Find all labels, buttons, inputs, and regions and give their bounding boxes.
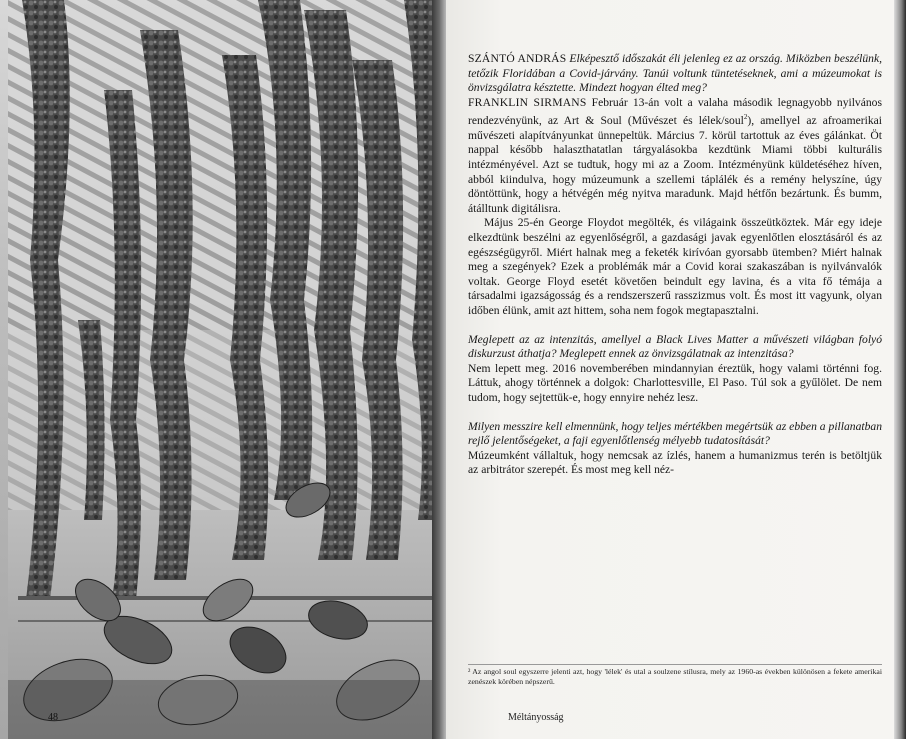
answer-3: Múzeumként vállaltuk, hogy nemcsak az ízlés, hanem a humanizmus terén is betöltjük az arbitrátor szerepét. És most meg kell néz- (468, 448, 882, 477)
answer-2: Nem lepett meg. 2016 novemberében mindannyian éreztük, hogy valami történni fog. Láttuk, ahogy történnek a dolgok: Charlottesville, El Paso. Túl sok a gyűlölet. De nem tudom, hogy sejtettük-e, hogy ennyire nehéz lesz. (468, 361, 882, 404)
speaker-sirmans: FRANKLIN SIRMANS (468, 95, 587, 109)
footnote-ref: 2 (743, 113, 748, 122)
interview-text (468, 52, 882, 478)
question-3: Milyen messzire kell elmennünk, hogy teljes mértékben megértsük az ebben a pillanatban rejlő jelentőségeket, a faji egyenlőtlenség mélyebb tudatosítását? (468, 419, 882, 448)
speaker-szanto: SZÁNTÓ ANDRÁS (468, 52, 567, 65)
page-number: 48 (48, 712, 58, 723)
answer-1-paragraph-2: Május 25-én George Floydot megölték, és világaink összeütköztek. Már egy ideje elkezdtünk beszélni az egyenlőségről, a gazdasági javak egyenlőtlen elosztásáról és az egészségügyről. Miért halnak meg a feketék kirívóan gyorsabb ütemben? Miért halnak meg a szegények? Ezek a problémák már a Covid korai szakaszában is nyilvánvalók voltak. George Floyd esetét követően beindult egy lavina, és a vita fő témája a társadalmi igazságosság és a rendszerszerű rasszizmus volt. És most itt vagyunk, olyan időben élünk, amit azt hittem, soha nem fogok megtapasztalni. (468, 216, 882, 317)
question-2: Meglepett az az intenzitás, amellyel a Black Lives Matter a művészeti világban folyó diskurzust áthatja? Meglepett ennek az önvizsgálatnak az intenzitása? (468, 332, 882, 361)
answer-1-text-a: Február 13-án volt a valaha második legnagyobb nyilvános rendezvényünk, az Art & Soul (Művészet és lélek/soul (468, 95, 882, 128)
answer-1-text-b: ), amellyel az afroamerikai művészeti alapítványunkat ünnepeltük. Március 7. körül tartottuk az éves gálánkat. Öt nappal később halaszthatatlan tárgyalásokba kezdtünk Miami többi kulturális intézményével. Azt se tudtuk, hogy mi az a Zoom. Intézményünk küldetéséhez híven, abból kiindulva, hogy múzeumunk a szellemi táplálék és a remény helyszíne, úgy döntöttünk, hogy a hétvégén még nyitva maradunk. Majd hétfőn bezártunk. És bumm, átálltunk digitálisra. (468, 114, 882, 215)
answer-1-paragraph-1 (468, 96, 882, 217)
running-footer: Méltányosság (508, 712, 564, 723)
page-edge (894, 0, 906, 739)
question-1 (468, 52, 882, 96)
right-page (446, 0, 906, 739)
question-1-text: Elképesztő időszakát éli jelenleg ez az ország. Miközben beszélünk, tetőzik Floridában a Covid-járvány. Tanúi voltunk tüntetéseknek, ami a múzeumokat is önvizsgálatra késztette. Mindezt hogyan élted meg? (468, 52, 882, 95)
left-page (0, 0, 438, 739)
footnote: ² Az angol soul egyszerre jelenti azt, hogy 'lélek' és utal a soulzene stílusra, mely az 1960-as években különösen a fekete amerikai zenészek körében népszerű. (468, 664, 882, 687)
hanging-plants-photo (8, 0, 438, 739)
